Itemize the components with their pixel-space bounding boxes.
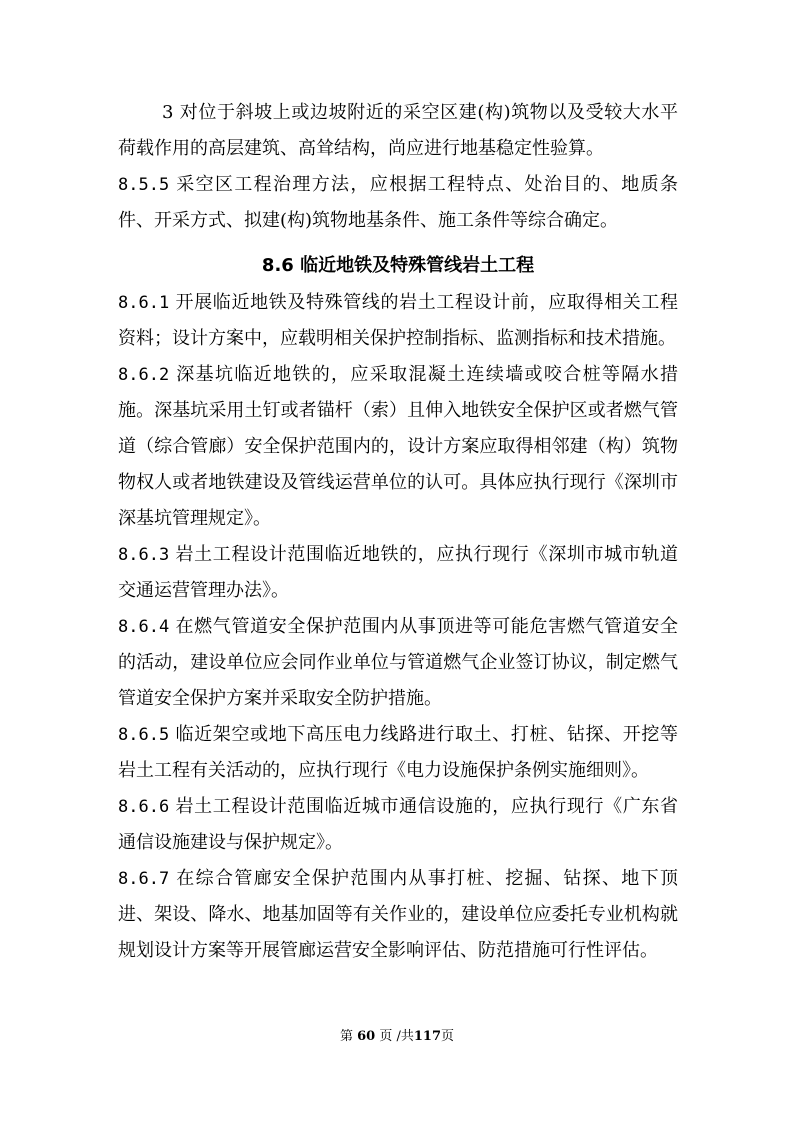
clause-8-6-3 <box>118 537 678 609</box>
clause-text: 在燃气管道安全保护范围内从事顶进等可能危害燃气管道安全的活动，建设单位应会同作业单位与管道燃气企业签订协议，制定燃气管道安全保护方案并采取安全防护措施。 <box>118 616 678 709</box>
clause-8-6-1 <box>118 285 678 357</box>
footer-page-number: 60 <box>357 1029 376 1044</box>
clause-number: 8.6.5 <box>118 725 170 745</box>
clause-number: 8.6.2 <box>118 365 170 385</box>
clause-8-6-4 <box>118 609 678 717</box>
item-number: 3 <box>162 102 174 123</box>
clause-number: 8.6.4 <box>118 617 170 637</box>
footer-mid: 页 /共 <box>379 1029 414 1044</box>
clause-number: 8.6.1 <box>118 293 170 313</box>
clause-number: 8.6.6 <box>118 797 170 817</box>
clause-text: 岩土工程设计范围临近城市通信设施的，应执行现行《广东省通信设施建设与保护规定》。 <box>118 796 678 853</box>
clause-text: 采空区工程治理方法，应根据工程特点、处治目的、地质条件、开采方式、拟建(构)筑物地基条件、施工条件等综合确定。 <box>118 174 678 231</box>
clause-number: 8.5.5 <box>118 175 170 195</box>
clause-8-6-2 <box>118 357 678 537</box>
paragraph-item-3 <box>118 95 678 167</box>
footer-suffix: 页 <box>441 1029 455 1044</box>
clause-8-5-5 <box>118 167 678 239</box>
clause-text: 临近架空或地下高压电力线路进行取土、打桩、钻探、开挖等岩土工程有关活动的，应执行现行《电力设施保护条例实施细则》。 <box>118 724 678 781</box>
clause-number: 8.6.7 <box>118 869 170 889</box>
clause-number: 8.6.3 <box>118 545 170 565</box>
section-title: 8.6 临近地铁及特殊管线岩土工程 <box>261 255 535 276</box>
footer-total-pages: 117 <box>413 1029 442 1044</box>
page-body <box>118 95 678 969</box>
paragraph-text: 对位于斜坡上或边坡附近的采空区建(构)筑物以及受较大水平荷载作用的高层建筑、高耸结构，尚应进行地基稳定性验算。 <box>118 102 678 159</box>
clause-8-6-7 <box>118 861 678 969</box>
page-footer <box>0 1025 794 1044</box>
footer-prefix: 第 <box>339 1029 353 1044</box>
clause-text: 深基坑临近地铁的，应采取混凝土连续墙或咬合桩等隔水措施。深基坑采用土钉或者锚杆（索）且伸入地铁安全保护区或者燃气管道（综合管廊）安全保护范围内的，设计方案应取得相邻建（构）筑物物权人或者地铁建设及管线运营单位的认可。具体应执行现行《深圳市深基坑管理规定》。 <box>118 364 678 529</box>
clause-text: 岩土工程设计范围临近地铁的，应执行现行《深圳市城市轨道交通运营管理办法》。 <box>118 544 678 601</box>
clause-text: 开展临近地铁及特殊管线的岩土工程设计前，应取得相关工程资料；设计方案中，应载明相关保护控制指标、监测指标和技术措施。 <box>118 292 678 349</box>
clause-text: 在综合管廊安全保护范围内从事打桩、挖掘、钻探、地下顶进、架设、降水、地基加固等有关作业的，建设单位应委托专业机构就规划设计方案等开展管廊运营安全影响评估、防范措施可行性评估。 <box>118 868 678 961</box>
clause-8-6-6 <box>118 789 678 861</box>
clause-8-6-5 <box>118 717 678 789</box>
